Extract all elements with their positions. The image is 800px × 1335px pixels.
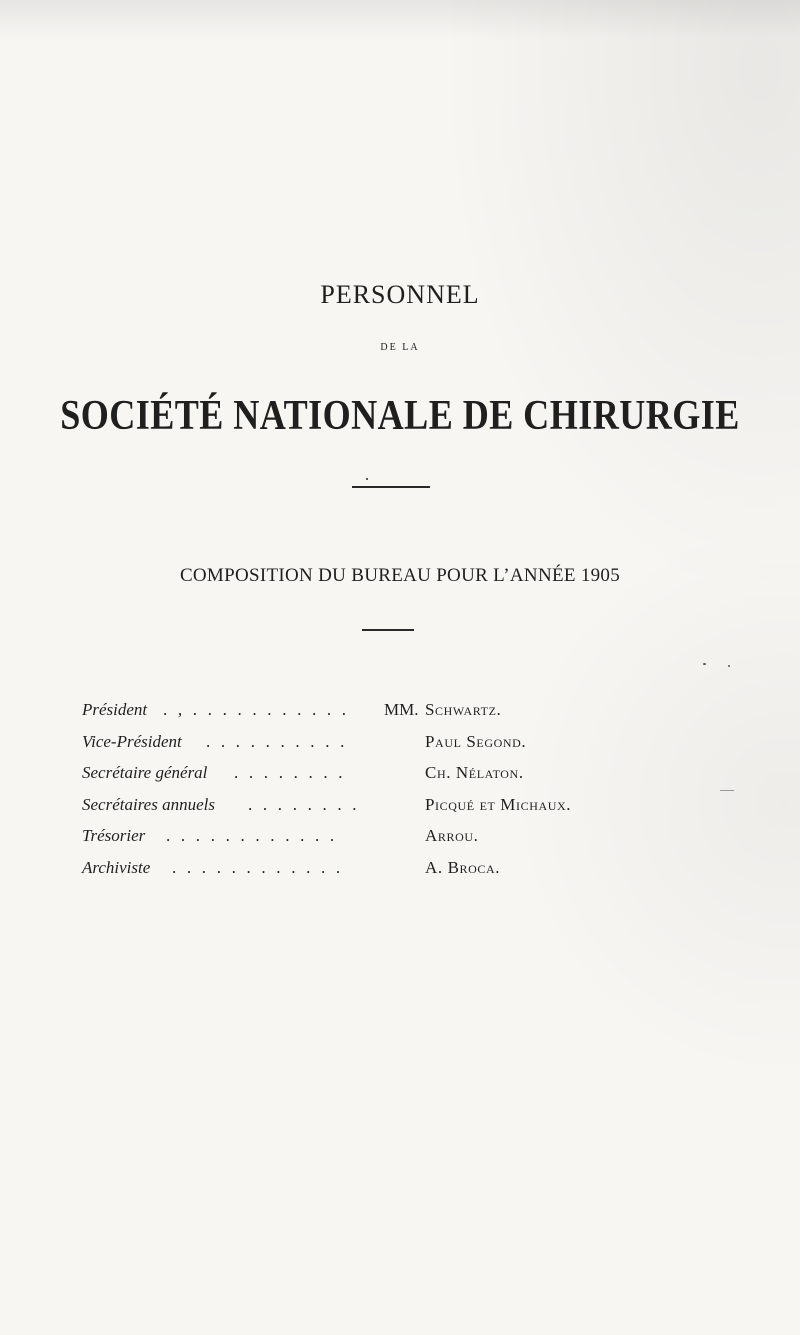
leader-dots: . . . . . . . . — [248, 794, 360, 814]
leader-dots: . . . . . . . . . . — [206, 731, 348, 751]
member-name: Ch. Nélaton. — [425, 763, 524, 782]
member-name: Schwartz. — [425, 700, 502, 719]
print-speck — [720, 790, 734, 791]
role-label: Président — [82, 700, 148, 719]
rule-dot — [366, 478, 368, 480]
print-speck — [728, 665, 730, 667]
roster-row-president — [82, 700, 642, 732]
roster-row-archivist — [82, 858, 642, 890]
member-name: Picqué et Michaux. — [425, 794, 572, 814]
print-speck — [703, 663, 706, 665]
member-name: Arrou. — [425, 826, 479, 845]
divider-rule — [352, 486, 430, 488]
roster-row-vice-president — [82, 732, 642, 764]
leader-dots: . . . . . . . . — [234, 763, 346, 782]
role-label: Secrétaire général — [82, 763, 208, 782]
role-label: Trésorier — [82, 826, 146, 845]
member-name: Paul Segond. — [425, 731, 527, 751]
roster-row-annual-secretaries — [82, 795, 642, 827]
member-name: A. Broca. — [425, 857, 501, 877]
role-label: Vice-Président — [82, 731, 182, 751]
honorific: MM. — [384, 700, 419, 719]
leader-dots: . . . . . . . . . . . . — [166, 826, 338, 845]
page-edge-shadow — [0, 0, 800, 40]
roster-row-secretary-general — [82, 763, 642, 795]
bureau-heading: COMPOSITION DU BUREAU POUR L’ANNÉE 1905 — [179, 565, 621, 586]
divider-rule — [362, 629, 414, 631]
society-name: SOCIÉTÉ NATIONALE DE CHIRURGIE — [60, 393, 740, 439]
leader-dots: . , . . . . . . . . . . . — [163, 700, 350, 719]
bureau-roster — [82, 700, 642, 889]
role-label: Secrétaires annuels — [82, 794, 215, 814]
roster-row-treasurer — [82, 826, 642, 858]
leader-dots: . . . . . . . . . . . . — [172, 857, 344, 877]
page-subtitle: DE LA — [380, 342, 420, 353]
page-title: PERSONNEL — [320, 280, 480, 309]
role-label: Archiviste — [82, 857, 151, 877]
